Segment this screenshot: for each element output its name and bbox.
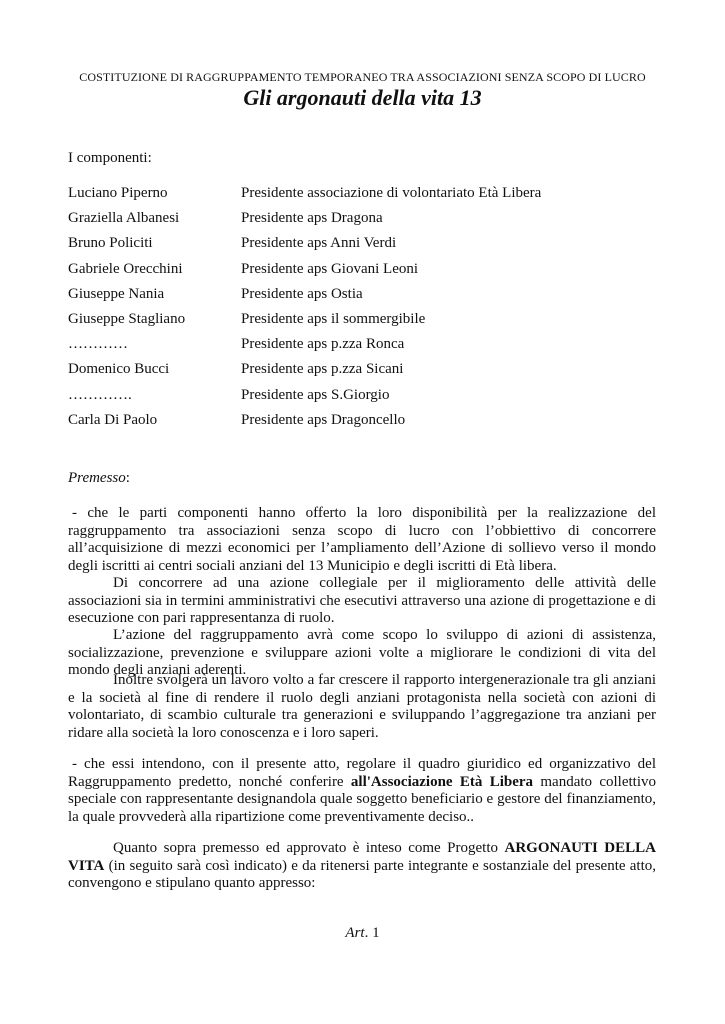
member-name: Graziella Albanesi xyxy=(68,210,180,227)
premesso-paragraph-3: L’azione del raggruppamento avrà come scopo lo sviluppo di azioni di assistenza, socializzazione, prevenzione e sviluppare azioni volte a migliorare le condizioni di vita del mondo degli anziani aderenti. xyxy=(68,627,656,679)
premesso-paragraph-4: Inoltre svolgerà un lavoro volto a far crescere il rapporto intergenerazionale tra gli anziani e la società al fine di rendere il ruolo degli anziani protagonista nella società con azioni di volontariato, di scambio culturale tra generazioni e sviluppando l’aggregazione tra anziani per ridare alla società la loro conoscenza e i loro saperi. xyxy=(68,672,656,741)
member-name: Gabriele Orecchini xyxy=(68,260,183,277)
paragraph-6-bold: ARGONAUTI DELLA VITA xyxy=(68,840,656,874)
article-prefix: Art xyxy=(345,925,365,941)
member-name: Bruno Policiti xyxy=(68,235,153,252)
article-number: . 1 xyxy=(364,925,380,941)
paragraph-5-text-a: - che essi intendono, con il presente atto, regolare il quadro giuridico ed organizzativo del Raggruppamento predetto, nonché conferire xyxy=(68,756,656,790)
member-row xyxy=(68,412,668,437)
premesso-paragraph-2: Di concorrere ad una azione collegiale per il miglioramento delle attività delle associazioni sia in termini amministrativi che esecutivi attraverso una azione di progettazione e di esecuzione con pari rappresentanza di ruolo. xyxy=(68,575,656,627)
article-heading xyxy=(0,925,725,942)
member-row xyxy=(68,361,668,386)
member-name: Domenico Bucci xyxy=(68,361,170,378)
member-row xyxy=(68,336,668,361)
paragraph-5-text-b: mandato collettivo speciale con rappresentante designandola quale soggetto beneficiario e gestore del finanziamento, la quale provvederà alla ripartizione come preventivamente deciso.. xyxy=(68,773,656,825)
member-role: Presidente aps il sommergibile xyxy=(241,310,426,327)
member-role: Presidente aps p.zza Sicani xyxy=(241,361,404,378)
member-role: Presidente aps Ostia xyxy=(241,285,363,302)
member-row xyxy=(68,210,668,235)
member-role: Presidente associazione di volontariato Età Libera xyxy=(241,185,542,201)
member-role: Presidente aps Dragoncello xyxy=(241,411,406,428)
member-row xyxy=(68,235,668,260)
member-name: Luciano Piperno xyxy=(68,185,168,201)
member-role: Presidente aps Giovani Leoni xyxy=(241,260,419,277)
member-name: Giuseppe Nania xyxy=(68,285,165,302)
members-list xyxy=(68,185,668,437)
member-role: Presidente aps p.zza Ronca xyxy=(241,336,405,353)
paragraph-6-text-a: Quanto sopra premesso ed approvato è inteso come Progetto xyxy=(113,840,505,856)
member-name: Giuseppe Stagliano xyxy=(68,310,186,327)
member-name: ………… xyxy=(68,336,128,353)
document-heading: COSTITUZIONE DI RAGGRUPPAMENTO TEMPORANEO TRA ASSOCIAZIONI SENZA SCOPO DI LUCRO xyxy=(79,70,646,84)
member-row xyxy=(68,286,668,311)
member-role: Presidente aps S.Giorgio xyxy=(241,386,390,403)
member-row xyxy=(68,387,668,412)
member-role: Presidente aps Dragona xyxy=(241,210,383,227)
premesso-paragraph-1: - che le parti componenti hanno offerto la loro disponibilità per la realizzazione del raggruppamento tra associazioni senza scopo di lucro con l’obbiettivo di concorrere all’acquisizione di mezzi economici per l’ampliamento dell’Azione di sollievo verso il mondo degli iscritti ai centri sociali anziani del 13 Municipio e degli iscritti di Età libera. xyxy=(68,505,656,574)
member-name: …………. xyxy=(68,386,132,403)
premesso-label: Premesso xyxy=(68,470,126,486)
member-name: Carla Di Paolo xyxy=(68,411,158,428)
member-row xyxy=(68,311,668,336)
premesso-paragraph-6 xyxy=(68,840,656,893)
premesso-colon: : xyxy=(125,470,130,486)
premesso-paragraph-5 xyxy=(68,756,656,826)
components-label: I componenti: xyxy=(68,150,152,166)
premesso-heading xyxy=(68,470,130,487)
document-title: Gli argonauti della vita 13 xyxy=(243,85,482,110)
member-row xyxy=(68,261,668,286)
member-row xyxy=(68,185,668,210)
member-role: Presidente aps Anni Verdi xyxy=(241,235,397,252)
paragraph-5-bold: all'Associazione Età Libera xyxy=(350,773,534,790)
paragraph-6-text-b: (in seguito sarà così indicato) e da ritenersi parte integrante e sostanziale del presente atto, convengono e stipulano quanto appresso: xyxy=(68,857,656,892)
